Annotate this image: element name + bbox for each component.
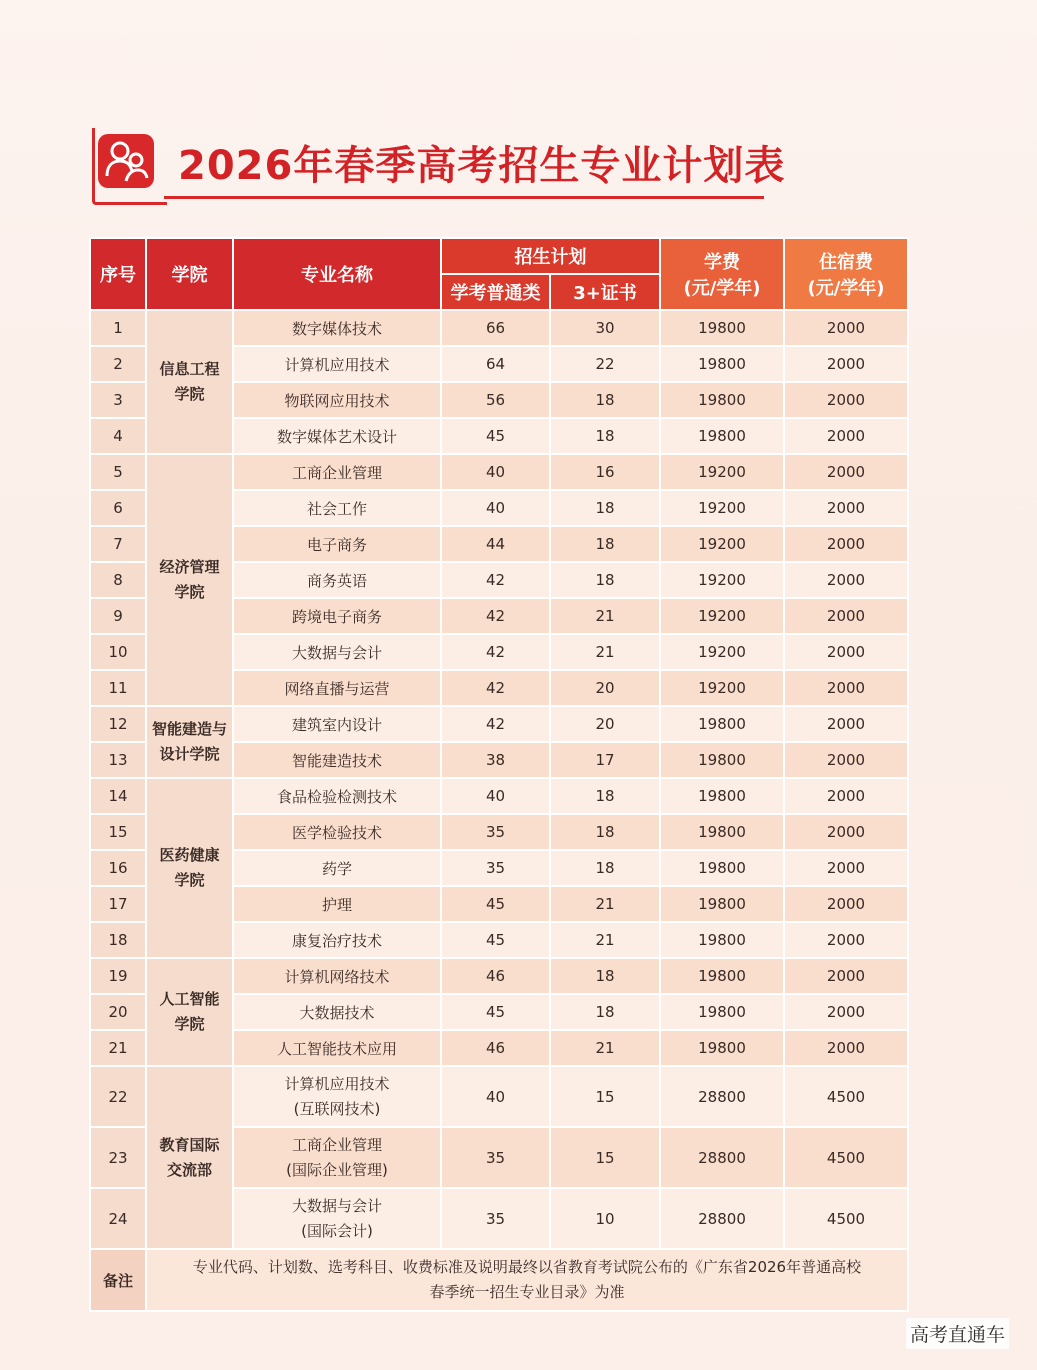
lodging-cell: 2000 [784,994,908,1030]
plan-cert-cell: 21 [550,1030,660,1066]
lodging-cell: 2000 [784,670,908,706]
plan-cert-cell: 18 [550,814,660,850]
college-name-line2: 交流部 [166,1160,212,1179]
seq-cell: 20 [90,994,146,1030]
tuition-cell: 19800 [660,310,784,346]
header-lodging [784,238,908,310]
title-block [92,128,786,208]
seq-cell: 10 [90,634,146,670]
lodging-cell: 2000 [784,562,908,598]
major-cell [233,562,441,598]
lodging-cell: 2000 [784,454,908,490]
college-name-line1: 教育国际 [159,1135,220,1154]
tuition-cell: 19800 [660,418,784,454]
major-cell [233,994,441,1030]
college-name-line1: 智能建造与 [151,720,227,738]
tuition-cell: 19800 [660,382,784,418]
lodging-cell: 2000 [784,598,908,634]
plan-general-cell: 42 [441,670,550,706]
header-plan-cert: 3+证书 [550,274,660,310]
college-name-line2: 学院 [174,1015,205,1033]
tuition-cell: 19800 [660,742,784,778]
note-row [90,1249,908,1311]
major-name: 数字媒体技术 [291,319,382,338]
major-name: 计算机网络技术 [284,967,390,986]
header-major: 专业名称 [233,238,441,310]
major-cell [233,1030,441,1066]
major-name: 建筑室内设计 [291,715,382,734]
lodging-cell: 2000 [784,490,908,526]
plan-cert-cell: 18 [550,526,660,562]
major-cell [233,922,441,958]
lodging-cell: 2000 [784,922,908,958]
plan-cert-cell: 18 [550,850,660,886]
header-college: 学院 [146,238,233,310]
major-cell [233,490,441,526]
seq-cell: 4 [90,418,146,454]
tuition-cell: 19800 [660,886,784,922]
seq-cell: 14 [90,778,146,814]
plan-general-cell: 35 [441,1127,550,1188]
plan-general-cell: 35 [441,850,550,886]
lodging-cell: 4500 [784,1188,908,1249]
lodging-cell: 2000 [784,742,908,778]
college-cell [146,1066,233,1249]
plan-general-cell: 35 [441,1188,550,1249]
plan-cert-cell: 15 [550,1127,660,1188]
major-subname: (国际会计) [301,1221,373,1240]
seq-cell: 5 [90,454,146,490]
major-cell [233,454,441,490]
seq-cell: 7 [90,526,146,562]
plan-general-cell: 64 [441,346,550,382]
tuition-cell: 19200 [660,490,784,526]
seq-cell: 3 [90,382,146,418]
plan-general-cell: 66 [441,310,550,346]
tuition-cell: 19200 [660,526,784,562]
major-name: 大数据技术 [299,1003,375,1022]
plan-general-cell: 46 [441,1030,550,1066]
major-name: 智能建造技术 [291,751,382,770]
seq-cell: 13 [90,742,146,778]
plan-cert-cell: 20 [550,706,660,742]
plan-general-cell: 40 [441,490,550,526]
plan-cert-cell: 10 [550,1188,660,1249]
plan-general-cell: 40 [441,778,550,814]
plan-cert-cell: 18 [550,562,660,598]
lodging-cell: 2000 [784,958,908,994]
lodging-cell: 2000 [784,310,908,346]
note-label: 备注 [90,1249,146,1311]
plan-cert-cell: 21 [550,922,660,958]
plan-general-cell: 40 [441,1066,550,1127]
header-lodging-l2: (元/学年) [807,278,885,299]
lodging-cell: 4500 [784,1066,908,1127]
plan-cert-cell: 20 [550,670,660,706]
plan-cert-cell: 21 [550,598,660,634]
seq-cell: 1 [90,310,146,346]
tuition-cell: 19800 [660,346,784,382]
tuition-cell: 19800 [660,922,784,958]
plan-general-cell: 45 [441,418,550,454]
plan-general-cell: 42 [441,634,550,670]
major-cell [233,1127,441,1188]
major-name: 社会工作 [306,499,367,518]
plan-general-cell: 46 [441,958,550,994]
header-tuition [660,238,784,310]
college-cell [146,454,233,706]
major-name: 数字媒体艺术设计 [276,427,397,446]
lodging-cell: 2000 [784,382,908,418]
seq-cell: 17 [90,886,146,922]
major-cell [233,634,441,670]
table-row [90,706,908,742]
major-cell [233,598,441,634]
major-cell [233,958,441,994]
lodging-cell: 2000 [784,886,908,922]
seq-cell: 9 [90,598,146,634]
plan-general-cell: 56 [441,382,550,418]
major-cell [233,778,441,814]
header-lodging-l1: 住宿费 [819,252,873,273]
seq-cell: 12 [90,706,146,742]
tuition-cell: 28800 [660,1188,784,1249]
lodging-cell: 2000 [784,850,908,886]
college-name-line2: 设计学院 [159,745,220,763]
header-plan-general: 学考普通类 [441,274,550,310]
tuition-cell: 19200 [660,562,784,598]
note-line1: 专业代码、计划数、选考科目、收费标准及说明最终以省教育考试院公布的《广东省2026年普通高校 [192,1258,862,1276]
major-name: 物联网应用技术 [284,391,390,410]
major-name: 电子商务 [306,535,367,554]
plan-general-cell: 38 [441,742,550,778]
tuition-cell: 19800 [660,706,784,742]
plan-general-cell: 42 [441,598,550,634]
major-cell [233,418,441,454]
plan-cert-cell: 16 [550,454,660,490]
college-name-line2: 学院 [174,583,205,601]
plan-cert-cell: 22 [550,346,660,382]
college-name-line1: 信息工程 [159,360,220,378]
table-row [90,958,908,994]
seq-cell: 11 [90,670,146,706]
tuition-cell: 19800 [660,850,784,886]
lodging-cell: 4500 [784,1127,908,1188]
major-name: 计算机应用技术 [284,355,390,374]
lodging-cell: 2000 [784,634,908,670]
plan-general-cell: 42 [441,562,550,598]
seq-cell: 15 [90,814,146,850]
seq-cell: 8 [90,562,146,598]
table-row [90,778,908,814]
major-cell [233,310,441,346]
seq-cell: 19 [90,958,146,994]
major-cell [233,670,441,706]
tuition-cell: 19800 [660,778,784,814]
lodging-cell: 2000 [784,814,908,850]
tuition-cell: 28800 [660,1066,784,1127]
seq-cell: 18 [90,922,146,958]
enrollment-plan-table [89,237,909,1312]
tuition-cell: 19800 [660,958,784,994]
college-name-line2: 学院 [174,385,205,403]
plan-general-cell: 40 [441,454,550,490]
major-cell [233,814,441,850]
college-cell [146,310,233,454]
header-plan: 招生计划 [441,238,660,274]
college-name-line2: 学院 [174,871,205,889]
major-name: 医学检验技术 [291,823,382,842]
people-chat-icon [98,134,154,188]
major-subname: (国际企业管理) [286,1160,388,1179]
seq-cell: 6 [90,490,146,526]
college-cell [146,778,233,958]
tuition-cell: 19800 [660,814,784,850]
plan-cert-cell: 18 [550,382,660,418]
major-cell [233,742,441,778]
note-line2: 春季统一招生专业目录》为准 [429,1283,625,1301]
plan-cert-cell: 18 [550,994,660,1030]
major-name: 商务英语 [306,571,367,590]
major-name: 康复治疗技术 [291,931,382,950]
lodging-cell: 2000 [784,706,908,742]
plan-cert-cell: 15 [550,1066,660,1127]
major-name: 跨境电子商务 [291,607,382,626]
major-cell [233,1066,441,1127]
college-name-line1: 医药健康 [159,846,220,864]
header-seq: 序号 [90,238,146,310]
major-name: 护理 [321,895,352,914]
major-cell [233,346,441,382]
lodging-cell: 2000 [784,1030,908,1066]
plan-general-cell: 45 [441,922,550,958]
college-name-line1: 人工智能 [159,990,220,1008]
tuition-cell: 19800 [660,1030,784,1066]
tuition-cell: 19200 [660,454,784,490]
tuition-cell: 19200 [660,634,784,670]
seq-cell: 21 [90,1030,146,1066]
page-title: 2026年春季高考招生专业计划表 [178,143,786,189]
tuition-cell: 19200 [660,598,784,634]
watermark: 高考直通车 [906,1318,1009,1349]
major-name: 药学 [321,859,352,878]
seq-cell: 23 [90,1127,146,1188]
header-tuition-l1: 学费 [704,252,740,273]
major-cell [233,526,441,562]
major-cell [233,706,441,742]
plan-general-cell: 45 [441,994,550,1030]
major-name: 网络直播与运营 [284,679,390,698]
college-cell [146,958,233,1066]
lodging-cell: 2000 [784,418,908,454]
major-cell [233,1188,441,1249]
tuition-cell: 28800 [660,1127,784,1188]
header-tuition-l2: (元/学年) [683,278,761,299]
plan-general-cell: 35 [441,814,550,850]
college-cell [146,706,233,778]
lodging-cell: 2000 [784,346,908,382]
plan-cert-cell: 21 [550,634,660,670]
plan-cert-cell: 21 [550,886,660,922]
plan-cert-cell: 18 [550,778,660,814]
seq-cell: 2 [90,346,146,382]
plan-general-cell: 44 [441,526,550,562]
seq-cell: 24 [90,1188,146,1249]
plan-cert-cell: 18 [550,418,660,454]
major-name: 大数据与会计 [291,1196,382,1215]
note-text [146,1249,908,1311]
plan-general-cell: 42 [441,706,550,742]
major-name: 大数据与会计 [291,643,382,662]
table-row [90,1066,908,1127]
plan-cert-cell: 30 [550,310,660,346]
major-name: 计算机应用技术 [284,1074,390,1093]
major-cell [233,382,441,418]
seq-cell: 22 [90,1066,146,1127]
college-name-line1: 经济管理 [159,558,220,576]
major-cell [233,850,441,886]
major-subname: (互联网技术) [293,1099,381,1118]
major-name: 食品检验检测技术 [276,787,397,806]
table-row [90,454,908,490]
major-name: 工商企业管理 [291,463,382,482]
plan-general-cell: 45 [441,886,550,922]
seq-cell: 16 [90,850,146,886]
lodging-cell: 2000 [784,778,908,814]
plan-cert-cell: 18 [550,490,660,526]
major-cell [233,886,441,922]
title-underline [164,196,764,199]
tuition-cell: 19200 [660,670,784,706]
plan-cert-cell: 18 [550,958,660,994]
table-row [90,310,908,346]
tuition-cell: 19800 [660,994,784,1030]
plan-cert-cell: 17 [550,742,660,778]
major-name: 人工智能技术应用 [276,1039,397,1058]
lodging-cell: 2000 [784,526,908,562]
major-name: 工商企业管理 [291,1135,382,1154]
